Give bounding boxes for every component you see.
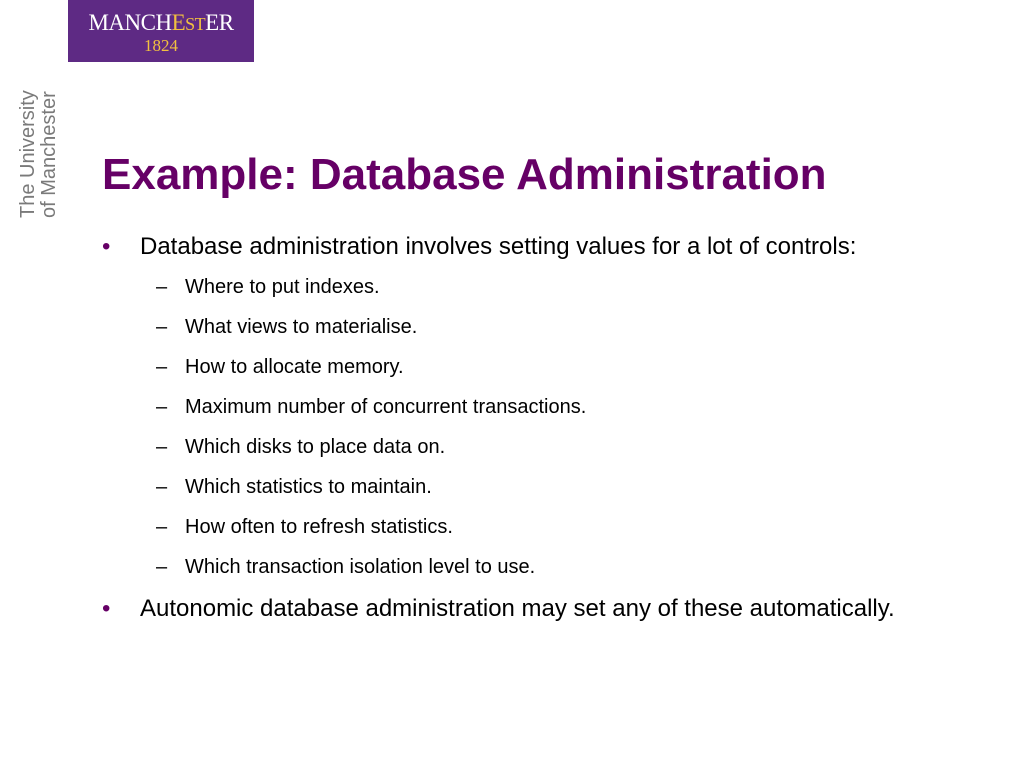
sub-item bbox=[102, 314, 922, 340]
sub-item-text: Which disks to place data on. bbox=[185, 436, 446, 458]
slide-content bbox=[102, 232, 922, 636]
sub-item bbox=[102, 474, 922, 500]
sub-item bbox=[102, 434, 922, 460]
sub-dash: – bbox=[156, 276, 168, 298]
sub-dash: – bbox=[156, 516, 168, 538]
sub-item-text: Which transaction isolation level to use. bbox=[185, 556, 536, 578]
logo-wordmark: MANCHESTER bbox=[88, 10, 234, 35]
manchester-logo bbox=[68, 0, 254, 62]
sub-item-text: Where to put indexes. bbox=[185, 276, 380, 298]
side-text-line-2: of Manchester bbox=[38, 91, 60, 218]
bullet-item bbox=[102, 232, 922, 262]
slide-title: Example: Database Administration bbox=[102, 150, 827, 199]
bullet-text: Autonomic database administration may set any of these automatically. bbox=[140, 595, 895, 622]
sub-dash: – bbox=[156, 356, 168, 378]
university-side-text bbox=[18, 58, 60, 218]
sub-item-text: Which statistics to maintain. bbox=[185, 476, 432, 498]
sub-dash: – bbox=[156, 396, 168, 418]
bullet-item bbox=[102, 594, 922, 624]
bullet-mark: • bbox=[102, 233, 111, 260]
sub-item bbox=[102, 274, 922, 300]
sub-dash: – bbox=[156, 316, 168, 338]
sub-item-text: How often to refresh statistics. bbox=[185, 516, 453, 538]
sub-item bbox=[102, 554, 922, 580]
sub-dash: – bbox=[156, 556, 168, 578]
sub-dash: – bbox=[156, 476, 168, 498]
sub-item-text: Maximum number of concurrent transactions. bbox=[185, 396, 587, 418]
sub-item bbox=[102, 354, 922, 380]
side-text-line-1: The University bbox=[17, 90, 39, 218]
logo-year: 1824 bbox=[144, 36, 178, 55]
sub-item-text: How to allocate memory. bbox=[185, 356, 404, 378]
bullet-text: Database administration involves setting values for a lot of controls: bbox=[140, 233, 857, 260]
sub-dash: – bbox=[156, 436, 168, 458]
sub-item bbox=[102, 394, 922, 420]
bullet-mark: • bbox=[102, 595, 111, 622]
sub-item-text: What views to materialise. bbox=[185, 316, 418, 338]
sub-item bbox=[102, 514, 922, 540]
